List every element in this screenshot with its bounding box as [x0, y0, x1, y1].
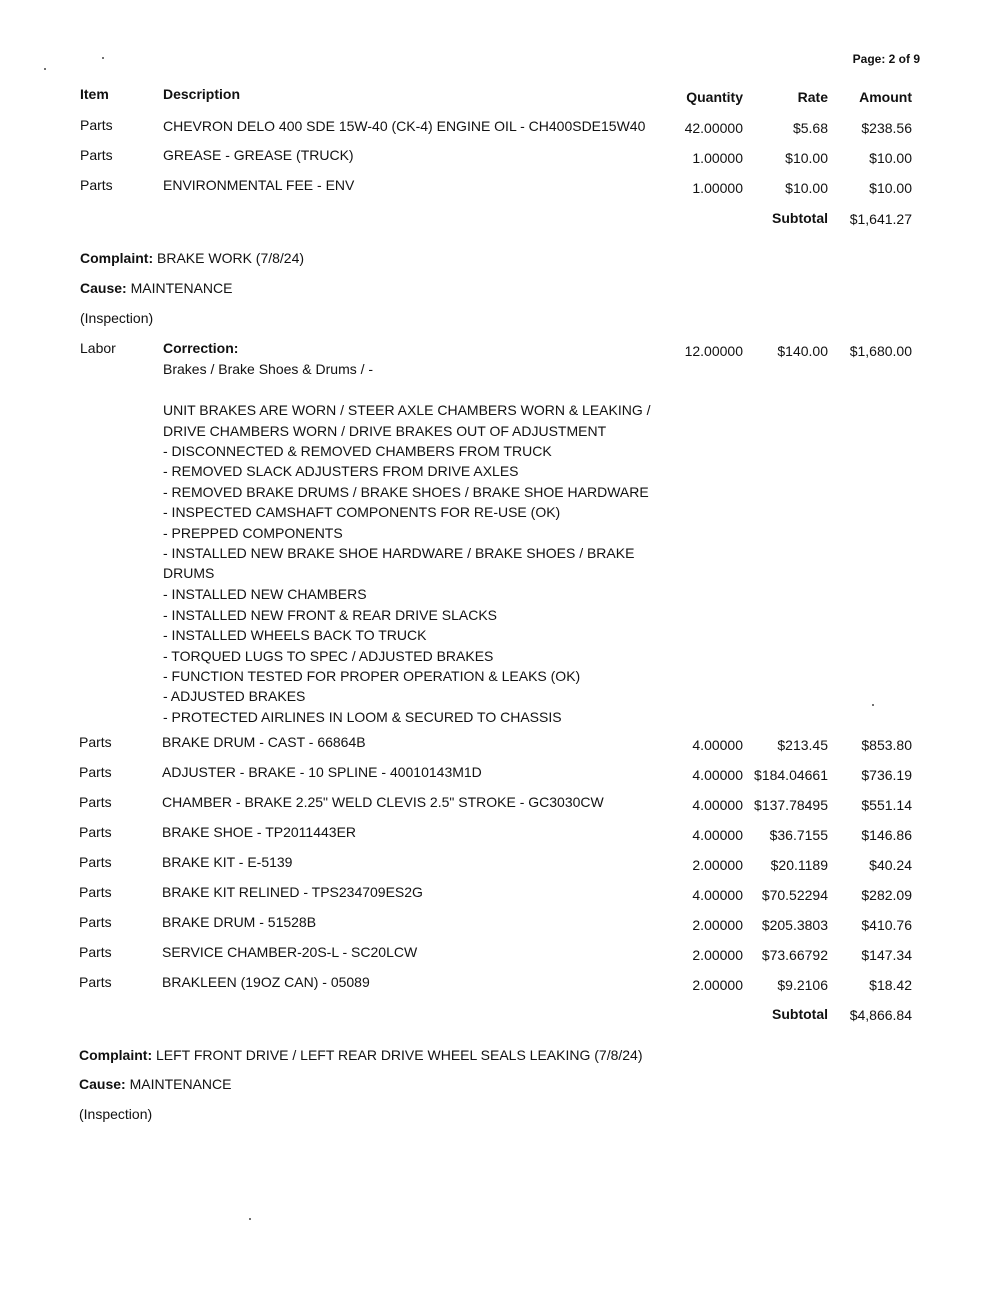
row-quantity: 2.00000 [692, 947, 743, 963]
row-amount: $282.09 [861, 887, 912, 903]
complaint-label: Complaint: [80, 250, 154, 266]
row-amount: $410.76 [861, 917, 912, 933]
row-rate: $5.68 [792, 120, 828, 136]
complaint [79, 1047, 643, 1063]
row-amount: $551.14 [861, 797, 912, 813]
note-line: - ADJUSTED BRAKES [163, 688, 306, 704]
subtotal-row [0, 210, 1000, 230]
correction-text: Brakes / Brake Shoes & Drums / - [163, 361, 374, 377]
row-rate: $9.2106 [777, 977, 828, 993]
row-rate: $10.00 [785, 150, 828, 166]
correction-label: Correction: [163, 340, 239, 356]
row-quantity: 4.00000 [692, 797, 743, 813]
note-line: - FUNCTION TESTED FOR PROPER OPERATION & LEAKS (OK) [163, 668, 581, 684]
note-line: - PROTECTED AIRLINES IN LOOM & SECURED TO CHASSIS [163, 709, 562, 725]
header-rate: Rate [797, 89, 828, 105]
labor-row [0, 340, 1000, 360]
note-line: - INSTALLED NEW BRAKE SHOE HARDWARE / BRAKE SHOES / BRAKE [163, 545, 635, 561]
table-row [0, 884, 1000, 904]
note-line: - REMOVED SLACK ADJUSTERS FROM DRIVE AXLES [163, 463, 519, 479]
header-quantity: Quantity [686, 89, 743, 105]
row-item: Parts [79, 974, 112, 990]
cause-text: MAINTENANCE [130, 280, 233, 296]
row-description: GREASE - GREASE (TRUCK) [163, 147, 354, 163]
row-item: Parts [79, 764, 112, 780]
row-amount: $10.00 [869, 150, 912, 166]
row-rate: $137.78495 [754, 797, 828, 813]
note-line: - INSTALLED NEW CHAMBERS [163, 586, 367, 602]
row-rate: $213.45 [777, 737, 828, 753]
row-description: BRAKLEEN (19OZ CAN) - 05089 [162, 974, 370, 990]
row-amount: $40.24 [869, 857, 912, 873]
complaint [80, 250, 304, 266]
row-quantity: 2.00000 [692, 917, 743, 933]
cause-text: MAINTENANCE [129, 1076, 232, 1092]
row-item: Parts [80, 177, 113, 193]
row-item: Parts [79, 824, 112, 840]
row-rate: $36.7155 [769, 827, 828, 843]
row-item: Parts [79, 944, 112, 960]
row-amount: $853.80 [861, 737, 912, 753]
header-item: Item [80, 86, 109, 102]
row-rate: $73.66792 [761, 947, 828, 963]
complaint-text: BRAKE WORK (7/8/24) [157, 250, 305, 266]
table-row [0, 734, 1000, 754]
row-quantity: 42.00000 [684, 120, 743, 136]
row-amount: $1,680.00 [849, 343, 912, 359]
row-amount: $238.56 [861, 120, 912, 136]
scan-speck [872, 704, 874, 706]
row-description: SERVICE CHAMBER-20S-L - SC20LCW [162, 944, 418, 960]
row-description: BRAKE KIT - E-5139 [162, 854, 293, 870]
row-amount: $146.86 [861, 827, 912, 843]
row-quantity: 1.00000 [692, 180, 743, 196]
scan-speck [249, 1218, 251, 1220]
scan-speck [102, 57, 104, 59]
row-rate: $184.04661 [754, 767, 828, 783]
note-line: - INSTALLED NEW FRONT & REAR DRIVE SLACKS [163, 607, 497, 623]
row-rate: $10.00 [785, 180, 828, 196]
row-item: Parts [80, 147, 113, 163]
cause [79, 1076, 231, 1092]
row-item: Parts [79, 914, 112, 930]
table-row [0, 974, 1000, 994]
subtotal-row [0, 1006, 1000, 1026]
row-description: ENVIRONMENTAL FEE - ENV [163, 177, 355, 193]
row-description: BRAKE DRUM - 51528B [162, 914, 317, 930]
complaint-label: Complaint: [79, 1047, 153, 1063]
note-line: - INSPECTED CAMSHAFT COMPONENTS FOR RE-USE (OK) [163, 504, 561, 520]
row-quantity: 2.00000 [692, 977, 743, 993]
table-row [0, 794, 1000, 814]
row-rate: $70.52294 [761, 887, 828, 903]
row-quantity: 4.00000 [692, 737, 743, 753]
row-description: CHAMBER - BRAKE 2.25" WELD CLEVIS 2.5" STROKE - GC3030CW [162, 794, 604, 810]
subtotal-value: $1,641.27 [849, 211, 912, 227]
cause-label: Cause: [79, 1076, 126, 1092]
row-rate: $205.3803 [761, 917, 828, 933]
row-item: Parts [79, 794, 112, 810]
row-description: CHEVRON DELO 400 SDE 15W-40 (CK-4) ENGINE OIL - CH400SDE15W40 [163, 118, 646, 134]
row-description: BRAKE DRUM - CAST - 66864B [162, 734, 366, 750]
page-number: Page: 2 of 9 [852, 52, 920, 66]
table-row [0, 147, 1000, 167]
row-amount: $10.00 [869, 180, 912, 196]
subtotal-label: Subtotal [772, 1006, 828, 1022]
header-description: Description [163, 86, 241, 102]
table-row [0, 914, 1000, 934]
row-quantity: 4.00000 [692, 827, 743, 843]
note-line: - PREPPED COMPONENTS [163, 525, 343, 541]
table-row [0, 764, 1000, 784]
scan-speck [44, 68, 46, 70]
row-amount: $147.34 [861, 947, 912, 963]
row-item: Parts [79, 884, 112, 900]
row-quantity: 4.00000 [692, 887, 743, 903]
table-row [0, 824, 1000, 844]
header-amount: Amount [859, 89, 912, 105]
complaint-text: LEFT FRONT DRIVE / LEFT REAR DRIVE WHEEL SEALS LEAKING (7/8/24) [156, 1047, 643, 1063]
note-line: - REMOVED BRAKE DRUMS / BRAKE SHOES / BRAKE SHOE HARDWARE [163, 484, 649, 500]
row-description: ADJUSTER - BRAKE - 10 SPLINE - 40010143M1D [162, 764, 482, 780]
row-rate: $140.00 [777, 343, 828, 359]
row-item: Labor [80, 340, 116, 356]
row-item: Parts [80, 117, 113, 133]
row-item: Parts [79, 734, 112, 750]
row-description: BRAKE SHOE - TP2011443ER [162, 824, 357, 840]
note-line: - INSTALLED WHEELS BACK TO TRUCK [163, 627, 427, 643]
table-row [0, 117, 1000, 137]
row-quantity: 12.00000 [684, 343, 743, 359]
row-quantity: 1.00000 [692, 150, 743, 166]
cause-label: Cause: [80, 280, 127, 296]
note-line: DRUMS [163, 565, 215, 581]
inspection-note: (Inspection) [79, 1106, 153, 1122]
subtotal-label: Subtotal [772, 210, 828, 226]
table-row [0, 854, 1000, 874]
note-line: DRIVE CHAMBERS WORN / DRIVE BRAKES OUT OF ADJUSTMENT [163, 423, 607, 439]
row-item: Parts [79, 854, 112, 870]
table-row [0, 177, 1000, 197]
subtotal-value: $4,866.84 [849, 1007, 912, 1023]
table-row [0, 944, 1000, 964]
note-line: - TORQUED LUGS TO SPEC / ADJUSTED BRAKES [163, 648, 494, 664]
row-rate: $20.1189 [770, 857, 828, 873]
note-line: - DISCONNECTED & REMOVED CHAMBERS FROM TRUCK [163, 443, 552, 459]
cause [80, 280, 232, 296]
note-line: UNIT BRAKES ARE WORN / STEER AXLE CHAMBERS WORN & LEAKING / [163, 402, 651, 418]
row-amount: $736.19 [861, 767, 912, 783]
inspection-note: (Inspection) [80, 310, 154, 326]
row-description: BRAKE KIT RELINED - TPS234709ES2G [162, 884, 423, 900]
row-quantity: 4.00000 [692, 767, 743, 783]
row-quantity: 2.00000 [692, 857, 743, 873]
row-amount: $18.42 [869, 977, 912, 993]
